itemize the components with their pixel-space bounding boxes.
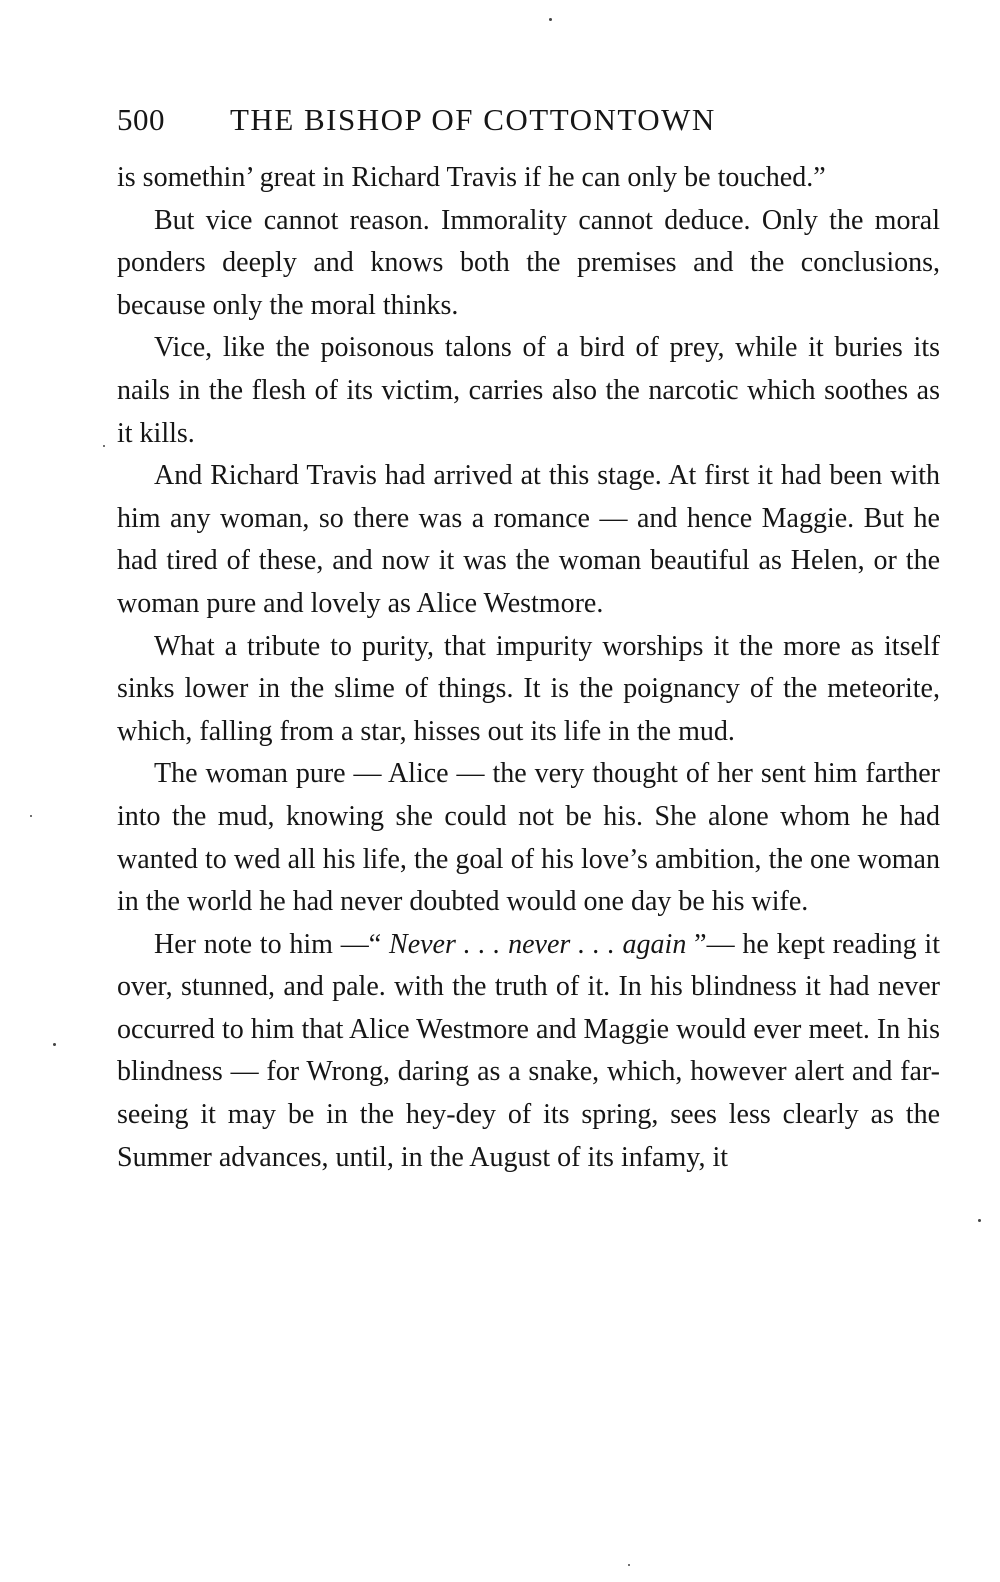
paragraph-continued: [117, 157, 940, 200]
text-run: But vice cannot reason. Immorality cannot deduce. Only the moral ponders deeply and knows both the premises and the conclusions, because only the moral thinks.: [117, 204, 940, 321]
text-run: is somethin’ great in Richard Travis if he can only be touched.”: [117, 162, 826, 193]
text-run: Vice, like the poisonous talons of a bird of prey, while it buries its nails in the flesh of its victim, carries also the narcotic which soothes as it kills.: [117, 332, 940, 449]
scan-speck: [53, 1043, 56, 1046]
text-run: Her note to him —“: [154, 928, 390, 960]
text-run: The woman pure — Alice — the very thought of her sent him farther into the mud, knowing she could not be his. She alone whom he had wanted to wed all his life, the goal of his love’s ambition, the one woman in the world he had never doubted would one day be his wife.: [117, 758, 940, 918]
paragraph: [117, 327, 940, 455]
scan-speck: [549, 18, 552, 21]
paragraph: [117, 924, 940, 1180]
paragraph: [117, 626, 940, 754]
book-title: THE BISHOP OF COTTONTOWN: [230, 102, 716, 137]
text-run: And Richard Travis had arrived at this stage. At first it had been with him any woman, so there was a romance — and hence Maggie. But he had tired of these, and now it was the woman beautiful as Helen, or the woman pure and lovely as Alice Westmore.: [117, 460, 940, 619]
scan-speck: [628, 1564, 630, 1566]
book-page: [117, 102, 940, 1179]
paragraph: [117, 200, 940, 328]
scan-speck: [103, 445, 105, 447]
text-run: ”— he kept reading it over, stunned, and pale. with the truth of it. In his blindness it had never occurred to him that Alice Westmore and Maggie would ever meet. In his blindness — for Wrong, daring as a snake, which, however alert and far-seeing it may be in the hey-dey of its spring, sees less clearly as the Summer advances, until, in the August of its infamy, it: [117, 928, 940, 1173]
scan-speck: [978, 1219, 981, 1222]
text-run: What a tribute to purity, that impurity worships it the more as itself sinks lower in the slime of things. It is the poignancy of the meteorite, which, falling from a star, hisses out its life in the mud.: [117, 630, 940, 747]
page-number: 500: [117, 102, 165, 137]
paragraph: [117, 753, 940, 923]
running-head: [117, 102, 940, 152]
scan-speck: [30, 815, 32, 817]
paragraph: [117, 455, 940, 625]
italic-text-run: Never . . . never . . . again: [389, 928, 687, 960]
body-text: [117, 157, 940, 1179]
